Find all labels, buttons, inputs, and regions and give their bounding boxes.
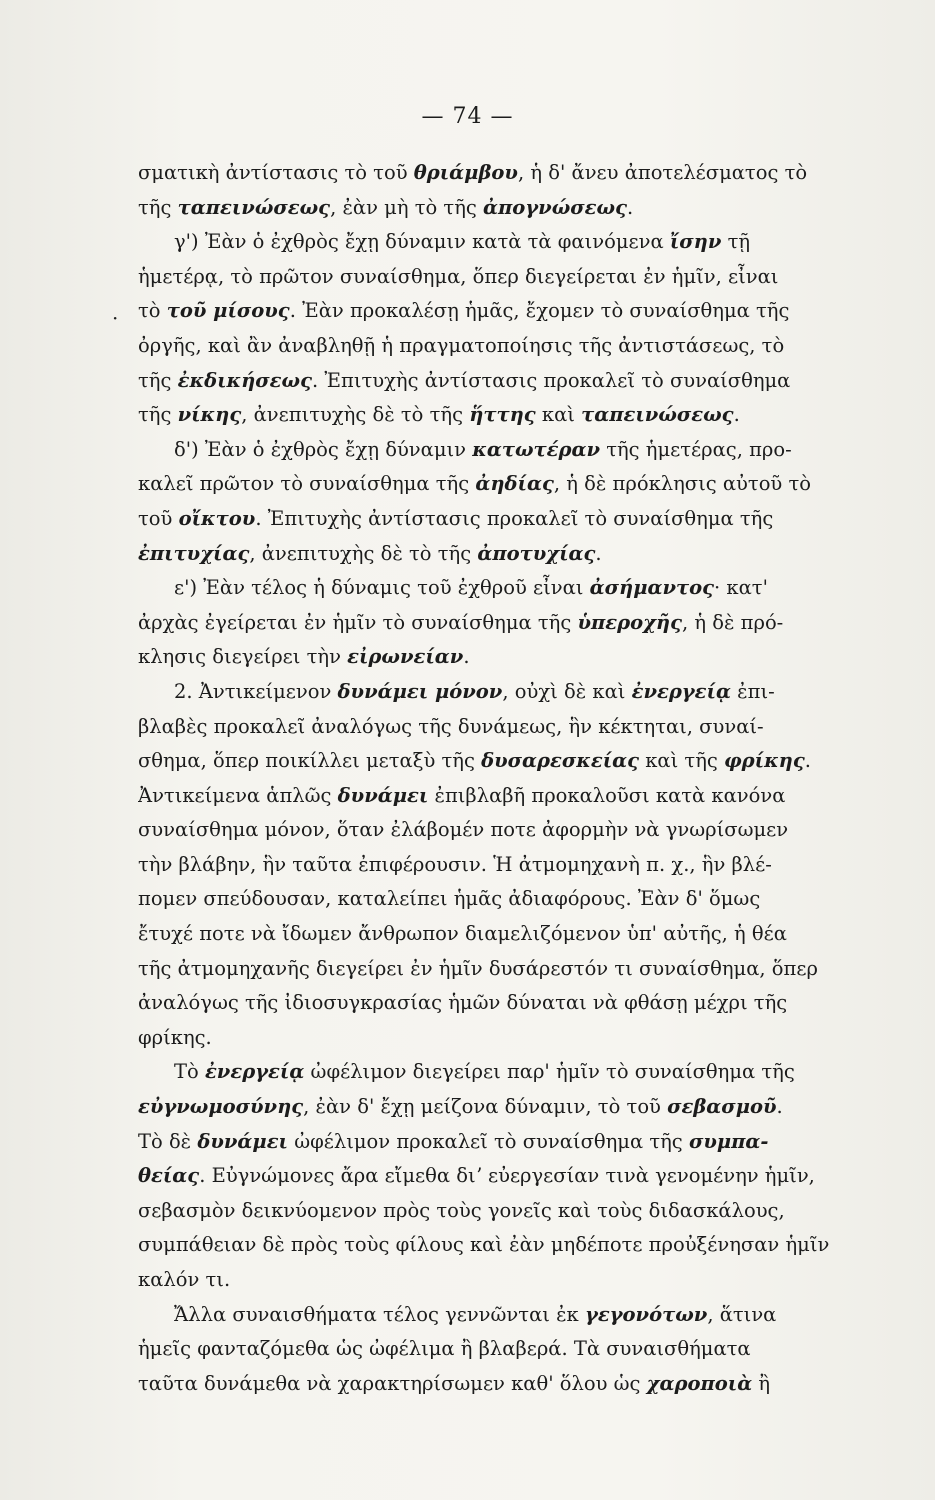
text-run: τοῦ	[138, 506, 179, 530]
text-run: Τὸ δὲ	[138, 1129, 198, 1153]
text-line	[138, 1228, 908, 1263]
text-run: ἡμεῖς φανταζόμεθα ὡς ὠφέλιμα ἢ βλαβερά. Τὰ συναισθήματα	[138, 1337, 751, 1361]
text-line	[138, 1090, 908, 1125]
margin-mark: ·	[112, 306, 119, 330]
text-line	[138, 294, 908, 329]
text-run: ε') Ἐὰν τέλος ἡ δύναμις τοῦ ἐχθροῦ εἶναι	[174, 576, 590, 600]
text-run: τῆς	[138, 368, 178, 392]
text-run: ταῦτα δυνάμεθα νὰ χαρακτηρίσωμεν καθ' ὅλου ὡς	[138, 1371, 647, 1395]
text-run: . Ἐπιτυχὴς ἀντίστασις προκαλεῖ τὸ συναίσθημα	[311, 368, 791, 392]
emphasized-term: ἀπογνώσεως	[483, 195, 627, 219]
emphasized-term: τοῦ μίσους	[166, 299, 290, 323]
emphasized-term: ἀποτυχίας	[477, 541, 596, 565]
text-line	[138, 882, 908, 917]
text-run: καλεῖ πρῶτον τὸ συναίσθημα τῆς	[138, 472, 476, 496]
text-line	[138, 191, 908, 226]
text-line	[138, 433, 908, 468]
text-line	[138, 710, 908, 745]
text-line	[138, 1298, 908, 1333]
emphasized-term: θείας	[138, 1164, 200, 1188]
text-run: .	[733, 403, 740, 427]
emphasized-term: σεβασμοῦ	[667, 1095, 777, 1119]
text-run: , ἐὰν δ' ἔχῃ μείζονα δύναμιν, τὸ τοῦ	[303, 1095, 668, 1119]
emphasized-term: θριάμβου	[413, 161, 518, 184]
text-run: , οὐχὶ δὲ καὶ	[502, 679, 632, 703]
text-line	[138, 156, 908, 191]
emphasized-term: δυνάμει	[197, 1129, 288, 1153]
emphasized-term: ἴσην	[669, 230, 722, 254]
text-line	[138, 1332, 908, 1367]
text-run: .	[595, 541, 602, 565]
text-run: τῇ	[721, 230, 751, 254]
text-run: Ἄλλα συναισθήματα τέλος γεννῶνται ἐκ	[174, 1302, 585, 1326]
text-run: , ἐὰν μὴ τὸ τῆς	[330, 195, 484, 219]
emphasized-term: ταπεινώσεως	[581, 403, 734, 427]
text-line	[138, 537, 908, 572]
text-line	[138, 779, 908, 814]
emphasized-term: ὑπεροχῆς	[577, 610, 682, 634]
emphasized-term: φρίκης	[724, 749, 805, 773]
text-line	[138, 1055, 908, 1090]
emphasized-term: ἐνεργείᾳ	[631, 679, 731, 703]
text-run: σματικὴ ἀντίστασις τὸ τοῦ	[138, 161, 414, 184]
text-run: τῆς ἀτμομηχανῆς διεγείρει ἐν ἡμῖν δυσάρεστόν τι συναίσθημα, ὅπερ	[138, 956, 818, 980]
text-line	[138, 986, 908, 1021]
text-line	[138, 1194, 908, 1229]
text-line	[138, 848, 908, 883]
text-run: δ') Ἐὰν ὁ ἐχθρὸς ἔχῃ δύναμιν	[174, 437, 473, 461]
text-run: ἐπι-	[730, 679, 775, 703]
text-line	[138, 813, 908, 848]
text-run: , ἅτινα	[707, 1302, 777, 1326]
text-run: τῆς	[138, 403, 178, 427]
text-line	[138, 744, 908, 779]
text-run: ὠφέλιμον διεγείρει παρ' ἡμῖν τὸ συναίσθημα τῆς	[304, 1060, 795, 1084]
emphasized-term: χαροποιὰ	[646, 1371, 753, 1395]
text-line	[138, 1367, 908, 1402]
text-run: τὴν βλάβην, ἣν ταῦτα ἐπιφέρουσιν. Ἡ ἀτμομηχανὴ π. χ., ἣν βλέ-	[138, 852, 772, 876]
text-run: , ἀνεπιτυχὴς δὲ τὸ τῆς	[241, 403, 470, 427]
text-run: φρίκης.	[138, 1025, 212, 1049]
emphasized-term: ἐκδικήσεως	[177, 368, 312, 392]
text-run: καλόν τι.	[138, 1268, 231, 1291]
emphasized-term: ἐνεργείᾳ	[204, 1060, 305, 1084]
text-line	[138, 606, 908, 641]
text-line	[138, 329, 908, 364]
text-run: συναίσθημα μόνον, ὅταν ἐλάβομέν ποτε ἀφορμὴν νὰ γνωρίσωμεν	[138, 818, 789, 842]
text-run: τὸ	[138, 299, 167, 323]
text-run: βλαβὲς προκαλεῖ ἀναλόγως τῆς δυνάμεως, ἣν κέκτηται, συναί-	[138, 714, 764, 738]
emphasized-term: συμπα-	[688, 1129, 769, 1153]
text-run: . Ἐὰν προκαλέσῃ ἡμᾶς, ἔχομεν τὸ συναίσθημα τῆς	[289, 299, 790, 323]
text-run: , ἡ δὲ πρόκλησις αὐτοῦ τὸ	[553, 472, 812, 496]
text-line	[138, 364, 908, 399]
text-run: 2. Ἀντικείμενον	[174, 679, 338, 703]
text-line	[138, 675, 908, 710]
emphasized-term: ἀσήμαντος	[589, 576, 715, 600]
text-line	[138, 952, 908, 987]
text-run: γ') Ἐὰν ὁ ἐχθρὸς ἔχῃ δύναμιν κατὰ τὰ φαινόμενα	[174, 230, 670, 254]
text-line	[138, 917, 908, 952]
text-run: .	[626, 195, 634, 219]
emphasized-term: δυνάμει μόνον	[337, 679, 503, 703]
text-run: , ἡ δ' ἄνευ ἀποτελέσματος τὸ	[517, 161, 808, 184]
text-line	[138, 398, 908, 433]
text-run: ἡμετέρᾳ, τὸ πρῶτον συναίσθημα, ὅπερ διεγείρεται ἐν ἡμῖν, εἶναι	[138, 264, 779, 288]
body-text	[138, 156, 908, 1401]
text-line	[138, 571, 908, 606]
emphasized-term: γεγονότων	[584, 1302, 708, 1326]
text-run: ἢ	[752, 1371, 771, 1395]
text-line	[138, 1021, 908, 1056]
text-run: ἐπιβλαβῆ προκαλοῦσι κατὰ κανόνα	[428, 783, 786, 807]
text-run: .	[776, 1095, 783, 1119]
text-run: κλησις διεγείρει τὴν	[138, 645, 348, 669]
emphasized-term: εὐγνωμοσύνης	[138, 1095, 304, 1119]
text-run: . Ἐπιτυχὴς ἀντίστασις προκαλεῖ τὸ συναίσθημα τῆς	[255, 506, 774, 530]
text-run: Ἀντικείμενα ἁπλῶς	[138, 783, 338, 807]
text-line	[138, 225, 908, 260]
text-run: ἀρχὰς ἐγείρεται ἐν ἡμῖν τὸ συναίσθημα τῆς	[138, 610, 578, 634]
text-run: . Εὐγνώμονες ἄρα εἴμεθα διʼ εὐεργεσίαν τινὰ γενομένην ἡμῖν,	[199, 1164, 815, 1188]
text-run: ὠφέλιμον προκαλεῖ τὸ συναίσθημα τῆς	[288, 1129, 689, 1153]
text-run: πομεν σπεύδουσαν, καταλείπει ἡμᾶς ἀδιαφόρους. Ἐὰν δ' ὅμως	[138, 887, 761, 911]
text-run: , ἀνεπιτυχὴς δὲ τὸ τῆς	[249, 541, 478, 565]
emphasized-term: ταπεινώσεως	[177, 195, 331, 219]
emphasized-term: δυνάμει	[337, 783, 429, 807]
emphasized-term: ἀηδίας	[475, 472, 554, 496]
emphasized-term: νίκης	[177, 403, 242, 427]
page-number: — 74 —	[421, 104, 514, 129]
text-run: καὶ τῆς	[639, 749, 725, 773]
emphasized-term: ἥττης	[469, 403, 536, 427]
text-run: .	[804, 749, 811, 773]
emphasized-term: δυσαρεσκείας	[481, 749, 640, 773]
text-run: · κατ'	[714, 576, 768, 600]
text-run: .	[463, 645, 470, 669]
text-run: σεβασμὸν δεικνύομενον πρὸς τοὺς γονεῖς καὶ τοὺς διδασκάλους,	[138, 1198, 785, 1222]
text-run: τῆς	[138, 195, 178, 219]
text-line	[138, 260, 908, 295]
text-line	[138, 1263, 908, 1298]
text-run: τῆς ἡμετέρας, προ-	[600, 437, 792, 461]
text-run: σθημα, ὅπερ ποικίλλει μεταξὺ τῆς	[138, 749, 482, 773]
text-run: συμπάθειαν δὲ πρὸς τοὺς φίλους καὶ ἐὰν μηδέποτε προὐξένησαν ἡμῖν	[138, 1233, 830, 1257]
text-run: ἀναλόγως τῆς ἰδιοσυγκρασίας ἡμῶν δύναται νὰ φθάσῃ μέχρι τῆς	[138, 991, 788, 1015]
text-line	[138, 502, 908, 537]
text-run: , ἡ δὲ πρό-	[681, 610, 784, 634]
emphasized-term: κατωτέραν	[472, 437, 600, 461]
text-run: ὀργῆς, καὶ ἂν ἀναβληθῇ ἡ πραγματοποίησις τῆς ἀντιστάσεως, τὸ	[138, 333, 785, 357]
emphasized-term: εἰρωνείαν	[347, 645, 464, 669]
text-run: Τὸ	[174, 1060, 205, 1084]
emphasized-term: οἴκτου	[178, 506, 256, 530]
text-line	[138, 640, 908, 675]
text-run: ἔτυχέ ποτε νὰ ἴδωμεν ἄνθρωπον διαμελιζόμενον ὑπ' αὐτῆς, ἡ θέα	[138, 922, 787, 946]
emphasized-term: ἐπιτυχίας	[138, 541, 250, 565]
text-run: καὶ	[535, 403, 582, 427]
text-line	[138, 1125, 908, 1160]
text-line	[138, 467, 908, 502]
text-line	[138, 1159, 908, 1194]
